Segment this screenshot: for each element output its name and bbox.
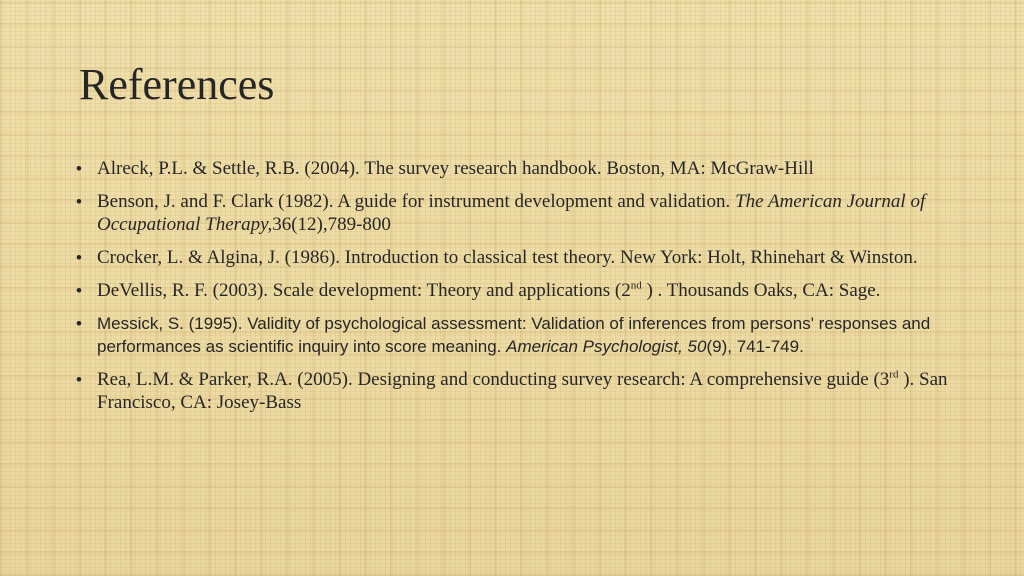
reference-text: Benson, J. and F. Clark (1982). A guide for instrument development and validation. xyxy=(97,191,736,212)
bullet-icon: • xyxy=(76,192,82,211)
bullet-icon: • xyxy=(76,314,82,333)
reference-text: Messick, S. (1995). Validity of psychological assessment: Validation of inferences from persons' responses and performances as scientific inquiry into score meaning. xyxy=(97,314,931,356)
reference-item xyxy=(76,312,956,358)
bullet-icon: • xyxy=(76,281,82,300)
reference-item xyxy=(76,279,956,302)
reference-text: Crocker, L. & Algina, J. (1986). Introduction to classical test theory. New York: Holt, Rhinehart & Winston. xyxy=(97,247,918,268)
reference-citation: ) . Thousands Oaks, CA: Sage. xyxy=(641,280,881,301)
bullet-icon: • xyxy=(76,370,82,389)
journal-title: The American Journal of Occupational Therapy, xyxy=(97,191,926,235)
reference-item xyxy=(76,157,956,180)
journal-title: American Psychologist, 50 xyxy=(506,337,707,356)
reference-item xyxy=(76,246,956,269)
reference-text: Alreck, P.L. & Settle, R.B. (2004). The survey research handbook. Boston, MA: McGraw-Hill xyxy=(97,158,814,179)
reference-item xyxy=(76,368,956,414)
bullet-icon: • xyxy=(76,159,82,178)
slide-title: References xyxy=(79,60,275,109)
edition-superscript: nd xyxy=(630,279,642,292)
bullet-icon: • xyxy=(76,248,82,267)
edition-superscript: rd xyxy=(889,368,899,381)
reference-citation: 36(12),789-800 xyxy=(272,214,391,235)
reference-item xyxy=(76,190,956,236)
reference-citation: (9), 741-749. xyxy=(706,337,804,356)
reference-text: Rea, L.M. & Parker, R.A. (2005). Designing and conducting survey research: A comprehensive guide (3 xyxy=(97,369,890,390)
reference-list xyxy=(76,157,956,424)
reference-text: DeVellis, R. F. (2003). Scale development: Theory and applications (2 xyxy=(97,280,631,301)
reference-citation: ). San Francisco, CA: Josey-Bass xyxy=(97,369,948,413)
